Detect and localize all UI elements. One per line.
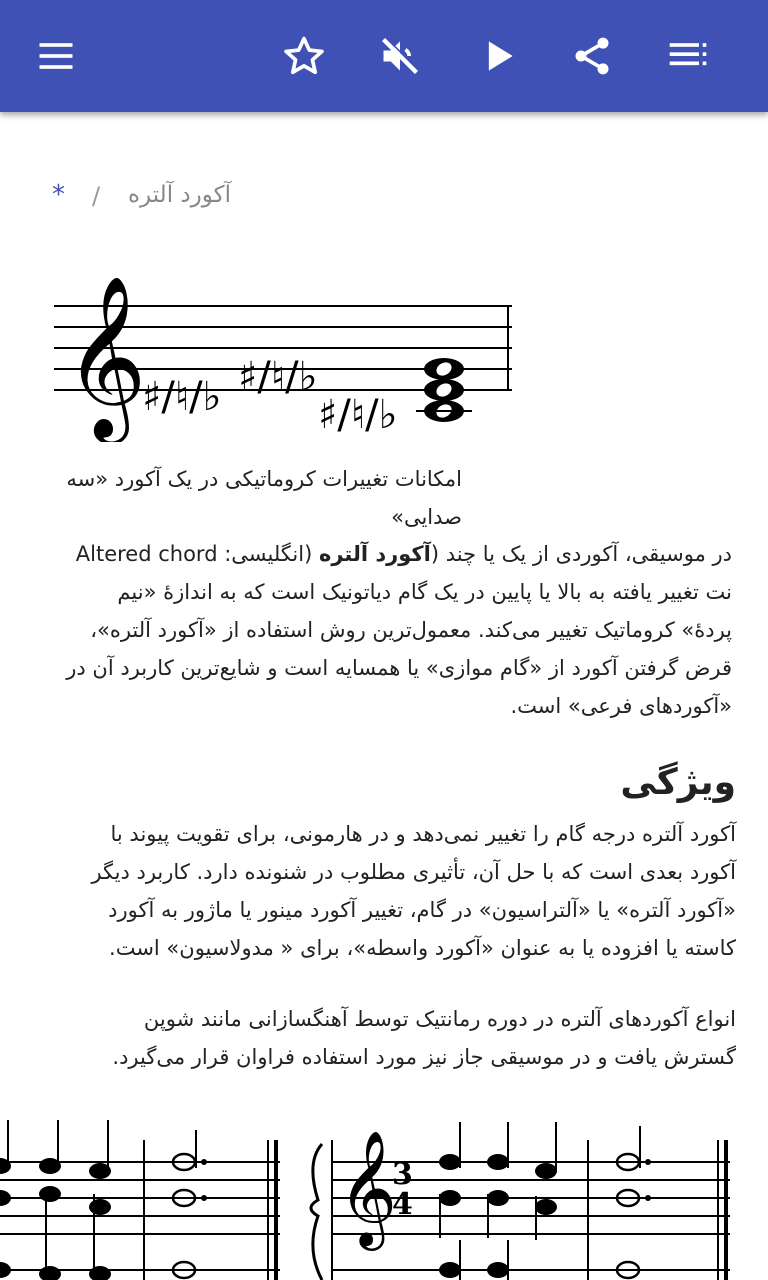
mute-icon[interactable] — [374, 30, 426, 82]
intro-text: در موسیقی، آکوردی از یک یا چند ( — [430, 542, 732, 566]
paragraph-line: «آکورد آلتره» یا «آلتراسیون» در گام، تغییر آکورد مینور یا ماژور به آکورد — [108, 898, 736, 922]
accidentals-group-3: ♯/♮/♭ — [318, 392, 398, 438]
treble-clef-icon: 𝄞 — [64, 275, 147, 438]
accidentals-group-2: ♯/♮/♭ — [238, 354, 318, 400]
accidentals-group-1: ♯/♮/♭ — [142, 374, 222, 420]
figure-caption — [32, 460, 462, 536]
section-heading: ویژگی — [620, 762, 736, 803]
breadcrumb-current: آکورد آلتره — [128, 182, 231, 208]
share-icon[interactable] — [566, 30, 618, 82]
paragraph-line: کاسته یا افزوده یا به عنوان «آکورد واسطه»، برای « مدولاسیون» است. — [109, 936, 736, 960]
play-icon[interactable] — [472, 30, 524, 82]
altered-chord-staff-image — [50, 262, 520, 442]
section-paragraph-2 — [46, 1000, 736, 1076]
caption-line: امکانات تغییرات کروماتیکی در یک آکورد «سه — [66, 467, 462, 491]
breadcrumb — [0, 180, 768, 220]
treble-clef-icon: 𝄞 — [338, 1129, 398, 1246]
paragraph-line: انواع آکوردهای آلتره در دوره رمانتیک توسط آهنگسازانی مانند شوپن — [143, 1007, 736, 1031]
intro-bold-term: آکورد آلتره — [318, 542, 431, 566]
intro-line: قرض گرفتن آکورد از «گام موازی» یا همسایه است و شایع‌ترین کاربرد آن در — [66, 656, 732, 680]
intro-line: پردهٔ» کروماتیک تغییر می‌کند. معمول‌ترین روش استفاده از «آکورد آلتره»، — [90, 618, 732, 642]
time-signature-top: 3 — [392, 1157, 413, 1192]
paragraph-line: آکورد بعدی است که با حل آن، تأثیری مطلوب در شنونده دارد. کاربرد دیگر — [91, 860, 736, 884]
intro-text: (انگلیسی: Altered chord — [75, 542, 319, 566]
intro-line: نت تغییر یافته به بالا یا پایین در یک گام دیاتونیک است که به اندازهٔ «نیم — [117, 580, 732, 604]
intro-line: «آکوردهای فرعی» است. — [510, 694, 732, 718]
list-icon[interactable] — [662, 30, 714, 82]
paragraph-line: آکورد آلتره درجه گام را تغییر نمی‌دهد و در هارمونی، برای تقویت پیوند با — [110, 822, 736, 846]
caption-line: صدایی» — [391, 505, 462, 529]
app-bar — [0, 0, 768, 112]
breadcrumb-home[interactable]: * — [52, 180, 65, 210]
breadcrumb-separator: / — [92, 182, 101, 210]
menu-icon[interactable] — [30, 30, 82, 82]
musical-example-image — [0, 1110, 768, 1280]
star-icon[interactable] — [278, 30, 330, 82]
brace-icon — [311, 1144, 322, 1280]
paragraph-line: گسترش یافت و در موسیقی جاز نیز مورد استفاده فراوان قرار می‌گیرد. — [112, 1045, 736, 1069]
time-signature-bottom: 4 — [392, 1187, 413, 1222]
section-paragraph-1 — [46, 815, 736, 967]
intro-line — [32, 535, 732, 573]
intro-paragraph — [32, 535, 732, 725]
